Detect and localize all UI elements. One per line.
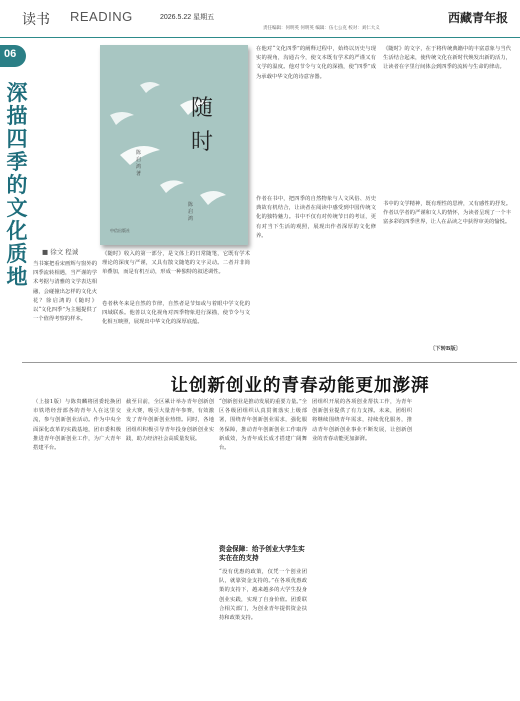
article2-headline: 让创新创业的青春动能更加澎湃	[170, 376, 430, 396]
article-headline: 深描四季的文化质地	[6, 81, 28, 289]
continued-note: 〔下转B版〕	[430, 346, 461, 352]
article2-column-3: “创新创业是推动发展的重要力量。”全区各级团组织认真贯彻落实上级部署，围绕青年创新创业需求，强化服务保障，推动青年创新创业工作取得新成效，为青年成长成才搭建广阔舞台。	[219, 399, 307, 452]
book-cover-image	[100, 45, 248, 245]
section-label-en: READING	[70, 9, 133, 24]
section-divider	[22, 362, 517, 363]
issue-date: 2026.5.22 星期五	[160, 14, 215, 21]
article2-subheading: 资金保障：给予创业大学生实实在在的支持	[219, 545, 305, 562]
header-divider	[0, 37, 520, 38]
book-publisher: 中信出版社	[110, 228, 130, 233]
newspaper-brand: 西藏青年报	[448, 11, 509, 25]
book-author-secondary: 陈启鸿	[188, 202, 194, 222]
page-number: 06	[4, 48, 17, 60]
article2-column-4: “没有优惠的政策，仅凭一个创业团队，就靠资金支持的。”在各项优惠政策的支持下，越来越多的大学生投身创业实践，实现了自身价值。团委联合相关部门，为创业青年提供资金扶持和政策支持。	[219, 569, 307, 622]
article2-column-2: 截至目前，全区累计举办青年创新创业大赛，吸引大量青年参赛，有效激发了青年创新创业热情。同时，各地团组织积极引导青年投身创新创业实践，助力经济社会高质量发展。	[126, 399, 214, 442]
book-author: 陈启鸿 著	[136, 150, 142, 177]
article1-column-far-b: 书中的文学精神，既有理性的思辨，又有感性的抒发。作者以学者的严谨和文人的情怀，为读者呈现了一个丰富多彩的四季世界，让人在品读之中获得审美的愉悦。	[383, 201, 511, 226]
editor-credits: 责任编辑：何明英 何明英 编辑：伍七公克 校对：刘仁大义	[263, 26, 380, 31]
article2-column-1: （上接1版）与陈贵麟将团委轮换团市铁塔经营部各的青年人在这里交流，参与创新创业活动。作为中央全面深化改革的实践基地，团市委积极推进青年创新创业工作，为广大青年搭建平台。	[33, 399, 121, 452]
article1-column-mid-a: 《随时》收入的第一部分，是文体上的日常随笔，它既有学术理论的深度与严谨，又具有散文随笔的文字灵动。二者并非简单叠加，而是有机互动，形成一种独特的叙述调性。	[102, 251, 250, 276]
book-title: 随时	[190, 96, 213, 155]
article2-column-5: 团组织开展的各项创业帮扶工作，为青年创新创业提供了有力支撑。未来，团组织将继续围绕青年需求，持续优化服务，推动青年创新创业事业不断发展，让创新创业的青春动能更加澎湃。	[312, 399, 412, 442]
article1-column-right-b: 作者在书中，把四季的自然物象与人文风俗、历史典故有机结合，让读者在阅读中感受到中国传统文化的独特魅力。书中不仅有对传统节日的考证，更有对当下生活的观照，展现出作者深厚的文化修养。	[256, 196, 376, 239]
article1-column-right-a: 在他对“文化四季”的阐释过程中，始终以历史与现实的视角，沟通古今，使文本既有学术的严谨又有文学的温度。他对节令与文化的深描，使“四季”成为承载中华文化的诗意容器。	[256, 46, 376, 80]
article1-column-left: 当书案把看宋画辉与窗外的四季流转相遇，当严谨的学术考据与清雅的文学表达相融，会碰撞出怎样的文化火花？徐启鸿的《随时》以“文化四季”为主题提供了一个值得考察的样本。	[33, 261, 97, 323]
byline: ■ 徐文 程诚	[42, 248, 79, 256]
section-label: 读书	[22, 12, 50, 28]
bird-illustration	[100, 45, 248, 245]
article1-column-far-a: 《随时》的文字，在于将传统典籍中的丰富意象与当代生活结合起来，使传统文化在新时代焕发出新的活力，让读者在字里行间体会到四季的流转与生命的律动。	[383, 46, 511, 71]
article1-column-mid-b: 卷者秋冬来是自然的节律，自然者是节知或与着眼中学文化的四域联系。他善以文化视角对四季物象进行深描，使节令与文化相互映照，展现出中华文化的深厚底蕴。	[102, 301, 250, 326]
